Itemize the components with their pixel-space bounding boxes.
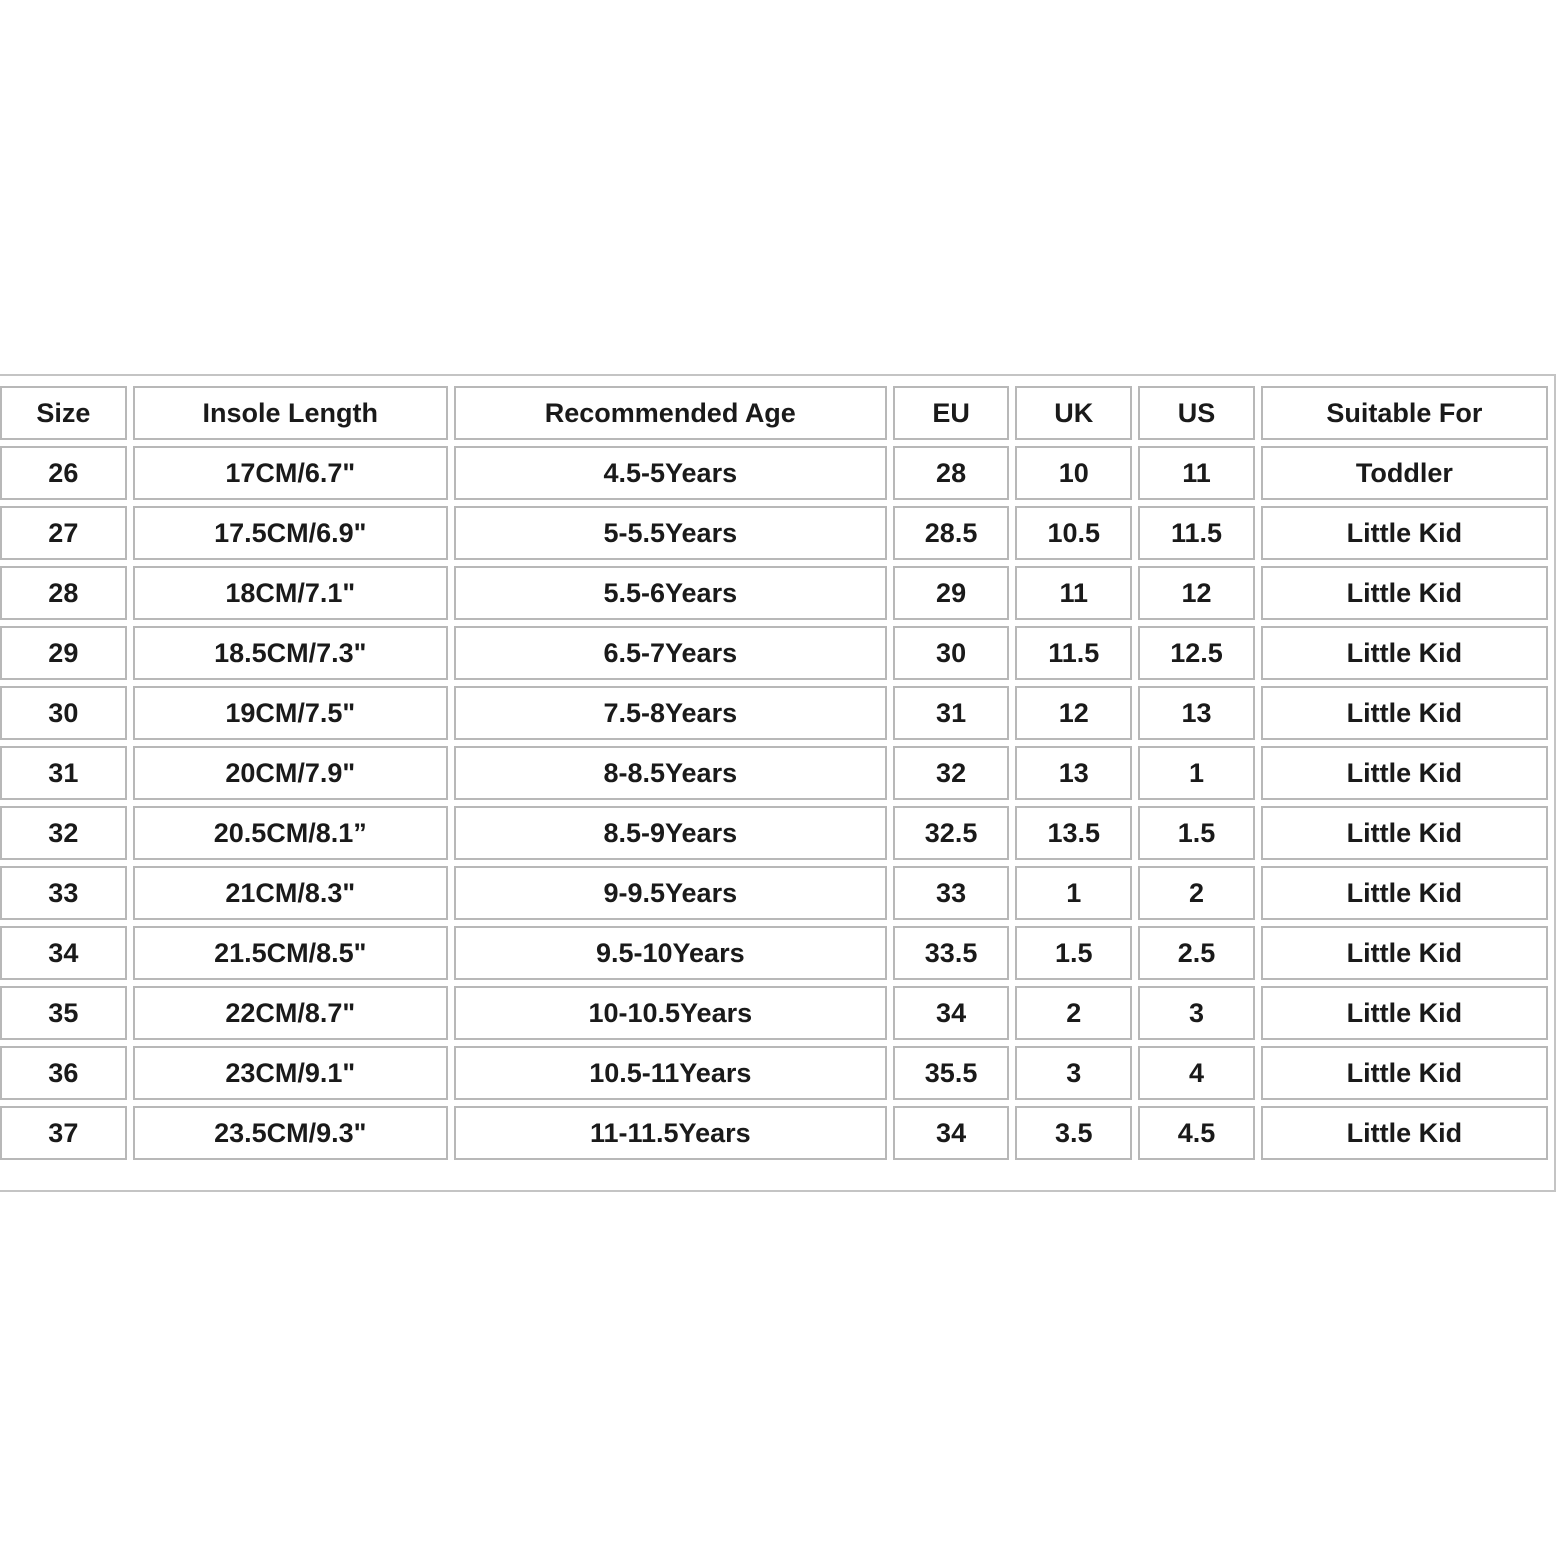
cell-eu: 31 <box>893 686 1010 740</box>
table-row <box>0 686 1548 740</box>
table-row <box>0 1046 1548 1100</box>
cell-recommended-age: 11-11.5Years <box>454 1106 887 1160</box>
table-row <box>0 926 1548 980</box>
cell-eu: 29 <box>893 566 1010 620</box>
header-uk: UK <box>1015 386 1132 440</box>
cell-us: 2.5 <box>1138 926 1255 980</box>
cell-eu: 32 <box>893 746 1010 800</box>
cell-recommended-age: 6.5-7Years <box>454 626 887 680</box>
cell-insole-length: 18.5CM/7.3" <box>133 626 448 680</box>
cell-suitable-for: Little Kid <box>1261 566 1548 620</box>
cell-insole-length: 22CM/8.7" <box>133 986 448 1040</box>
cell-insole-length: 23CM/9.1" <box>133 1046 448 1100</box>
cell-eu: 32.5 <box>893 806 1010 860</box>
cell-insole-length: 17.5CM/6.9" <box>133 506 448 560</box>
cell-uk: 3 <box>1015 1046 1132 1100</box>
cell-insole-length: 20CM/7.9" <box>133 746 448 800</box>
cell-eu: 34 <box>893 986 1010 1040</box>
table-row <box>0 626 1548 680</box>
cell-eu: 33 <box>893 866 1010 920</box>
cell-insole-length: 21CM/8.3" <box>133 866 448 920</box>
cell-us: 11.5 <box>1138 506 1255 560</box>
cell-suitable-for: Little Kid <box>1261 806 1548 860</box>
header-us: US <box>1138 386 1255 440</box>
cell-us: 12.5 <box>1138 626 1255 680</box>
cell-uk: 10.5 <box>1015 506 1132 560</box>
cell-us: 2 <box>1138 866 1255 920</box>
cell-size: 36 <box>0 1046 127 1100</box>
cell-insole-length: 23.5CM/9.3" <box>133 1106 448 1160</box>
cell-us: 11 <box>1138 446 1255 500</box>
table-row <box>0 986 1548 1040</box>
cell-suitable-for: Little Kid <box>1261 746 1548 800</box>
table-row <box>0 1106 1548 1160</box>
cell-suitable-for: Little Kid <box>1261 1106 1548 1160</box>
cell-uk: 11 <box>1015 566 1132 620</box>
cell-uk: 1 <box>1015 866 1132 920</box>
table-row <box>0 806 1548 860</box>
size-chart-frame <box>0 374 1556 1192</box>
cell-us: 1.5 <box>1138 806 1255 860</box>
table-row <box>0 446 1548 500</box>
header-insole-length: Insole Length <box>133 386 448 440</box>
header-row <box>0 386 1548 440</box>
cell-uk: 12 <box>1015 686 1132 740</box>
size-chart-table <box>0 380 1554 1166</box>
header-recommended-age: Recommended Age <box>454 386 887 440</box>
cell-suitable-for: Little Kid <box>1261 986 1548 1040</box>
cell-uk: 10 <box>1015 446 1132 500</box>
cell-suitable-for: Toddler <box>1261 446 1548 500</box>
cell-uk: 3.5 <box>1015 1106 1132 1160</box>
cell-us: 12 <box>1138 566 1255 620</box>
cell-size: 34 <box>0 926 127 980</box>
cell-recommended-age: 10.5-11Years <box>454 1046 887 1100</box>
cell-size: 35 <box>0 986 127 1040</box>
cell-eu: 34 <box>893 1106 1010 1160</box>
cell-size: 27 <box>0 506 127 560</box>
cell-suitable-for: Little Kid <box>1261 686 1548 740</box>
cell-recommended-age: 9-9.5Years <box>454 866 887 920</box>
cell-suitable-for: Little Kid <box>1261 866 1548 920</box>
cell-suitable-for: Little Kid <box>1261 1046 1548 1100</box>
cell-uk: 2 <box>1015 986 1132 1040</box>
header-size: Size <box>0 386 127 440</box>
cell-size: 31 <box>0 746 127 800</box>
table-row <box>0 566 1548 620</box>
cell-eu: 30 <box>893 626 1010 680</box>
cell-eu: 35.5 <box>893 1046 1010 1100</box>
cell-recommended-age: 8-8.5Years <box>454 746 887 800</box>
cell-insole-length: 20.5CM/8.1” <box>133 806 448 860</box>
cell-us: 13 <box>1138 686 1255 740</box>
cell-recommended-age: 5-5.5Years <box>454 506 887 560</box>
cell-insole-length: 19CM/7.5" <box>133 686 448 740</box>
cell-size: 37 <box>0 1106 127 1160</box>
cell-recommended-age: 8.5-9Years <box>454 806 887 860</box>
cell-insole-length: 18CM/7.1" <box>133 566 448 620</box>
cell-us: 3 <box>1138 986 1255 1040</box>
cell-suitable-for: Little Kid <box>1261 626 1548 680</box>
cell-uk: 13 <box>1015 746 1132 800</box>
cell-size: 28 <box>0 566 127 620</box>
cell-recommended-age: 5.5-6Years <box>454 566 887 620</box>
cell-eu: 33.5 <box>893 926 1010 980</box>
cell-recommended-age: 10-10.5Years <box>454 986 887 1040</box>
cell-recommended-age: 7.5-8Years <box>454 686 887 740</box>
table-row <box>0 866 1548 920</box>
cell-uk: 13.5 <box>1015 806 1132 860</box>
cell-size: 30 <box>0 686 127 740</box>
table-row <box>0 746 1548 800</box>
cell-size: 32 <box>0 806 127 860</box>
cell-us: 4 <box>1138 1046 1255 1100</box>
cell-suitable-for: Little Kid <box>1261 926 1548 980</box>
cell-eu: 28 <box>893 446 1010 500</box>
cell-recommended-age: 9.5-10Years <box>454 926 887 980</box>
header-suitable-for: Suitable For <box>1261 386 1548 440</box>
cell-size: 33 <box>0 866 127 920</box>
cell-insole-length: 21.5CM/8.5" <box>133 926 448 980</box>
cell-us: 4.5 <box>1138 1106 1255 1160</box>
cell-size: 29 <box>0 626 127 680</box>
cell-suitable-for: Little Kid <box>1261 506 1548 560</box>
cell-insole-length: 17CM/6.7" <box>133 446 448 500</box>
cell-uk: 1.5 <box>1015 926 1132 980</box>
cell-us: 1 <box>1138 746 1255 800</box>
cell-size: 26 <box>0 446 127 500</box>
cell-uk: 11.5 <box>1015 626 1132 680</box>
header-eu: EU <box>893 386 1010 440</box>
table-row <box>0 506 1548 560</box>
cell-eu: 28.5 <box>893 506 1010 560</box>
cell-recommended-age: 4.5-5Years <box>454 446 887 500</box>
